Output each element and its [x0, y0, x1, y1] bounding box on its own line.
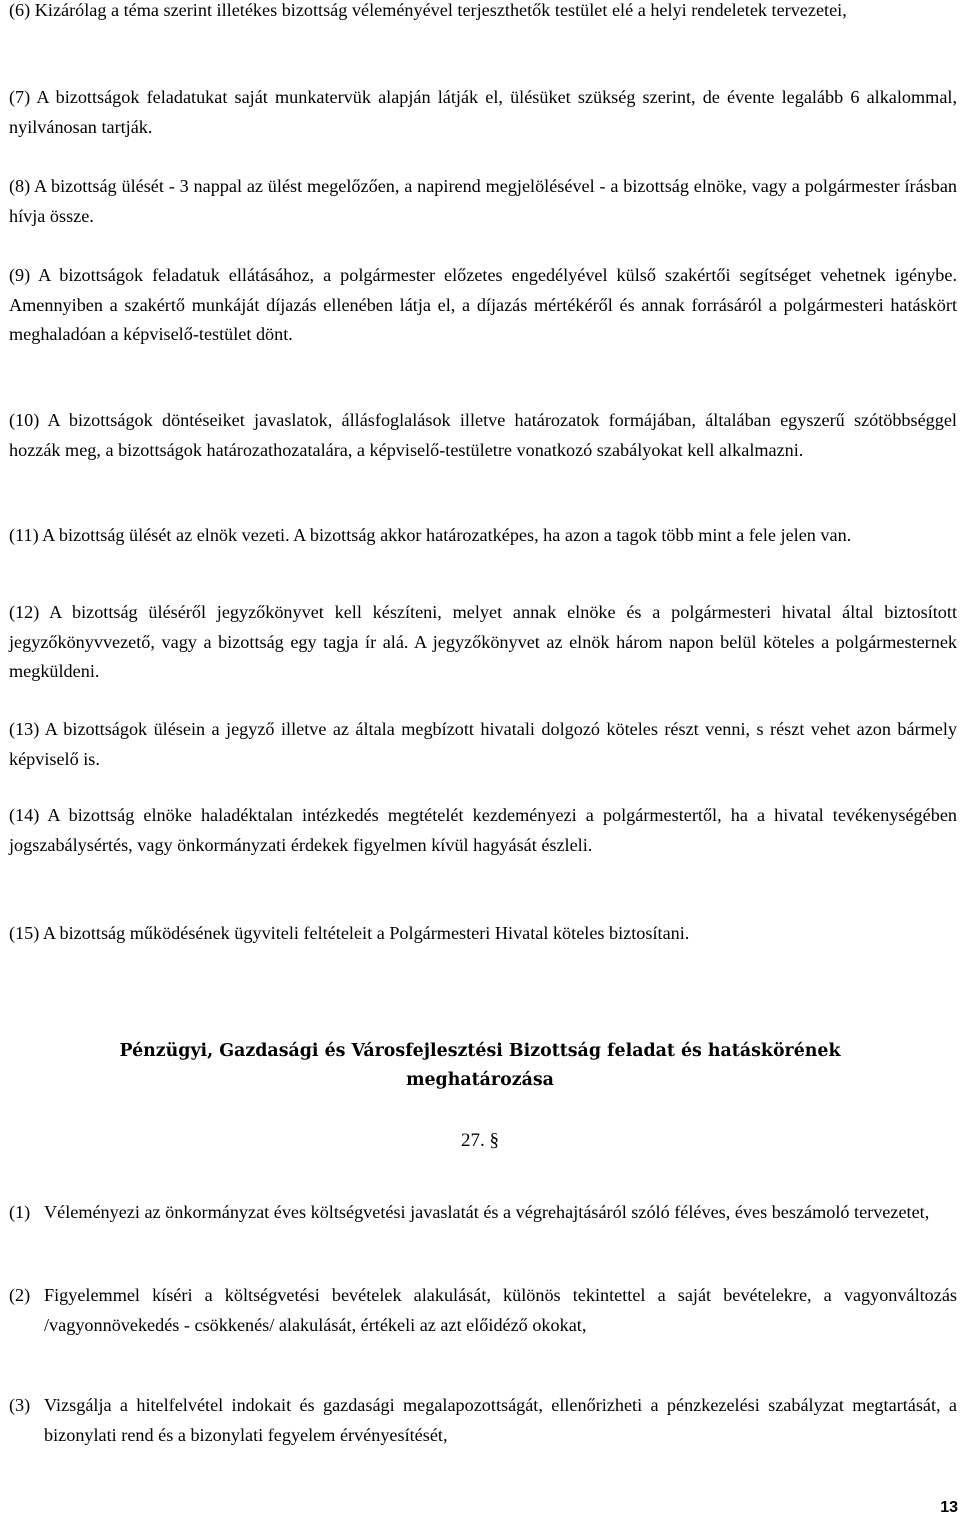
list-item-number: (2) [9, 1285, 31, 1305]
paragraph-7: (7) A bizottságok feladatukat saját munkatervük alapján látják el, ülésüket szükség szerint, de évente legalább 6 alkalommal, nyilvánosan tartják. [9, 87, 957, 137]
paragraph-8: (8) A bizottság ülését - 3 nappal az ülést megelőzően, a napirend megjelölésével - a bizottság elnöke, vagy a polgármester írásban hívja össze. [9, 176, 957, 226]
section-number: 27. § [461, 1130, 499, 1151]
paragraph-14: (14) A bizottság elnöke haladéktalan intézkedés megtételét kezdeményezi a polgármestertől, ha a hivatal tevékenységében jogszabálysértés, vagy önkormányzati érdekek figyelmen kívül hagyását észleli. [9, 805, 957, 855]
page-number: 13 [940, 1499, 958, 1516]
paragraph-13: (13) A bizottságok ülésein a jegyző illetve az általa megbízott hivatali dolgozó köteles részt venni, s részt vehet azon bármely képviselő is. [9, 719, 957, 769]
list-item-text: Vizsgálja a hitelfelvétel indokait és gazdasági megalapozottságát, ellenőrizheti a pénzkezelési szabályzat megtartását, a bizonylati rend és a bizonylati fegyelem érvényesítését, [44, 1395, 957, 1445]
paragraph-12: (12) A bizottság üléséről jegyzőkönyvet kell készíteni, melyet annak elnöke és a polgármesteri hivatal által biztosított jegyzőkönyvvezető, vagy a bizottság egy tagja ír alá. A jegyzőkönyvet az elnök három napon belül köteles a polgármesternek megküldeni. [9, 602, 957, 682]
paragraph-6: (6) Kizárólag a téma szerint illetékes bizottság véleményével terjeszthetők testület elé a helyi rendeletek tervezetei, [9, 0, 847, 20]
list-item-number: (3) [9, 1395, 31, 1415]
list-item-number: (1) [9, 1202, 31, 1222]
section-heading: Pénzügyi, Gazdasági és Városfejlesztési Bizottság feladat és hatáskörének meghatározása [119, 1041, 841, 1090]
paragraph-9: (9) A bizottságok feladatuk ellátásához, a polgármester előzetes engedélyével külső szakértői segítséget vehetnek igénybe. Amennyiben a szakértő munkáját díjazás ellenében látja el, a díjazás mértékéről és annak forrásáról a polgármesteri hatáskört meghaladóan a képviselő-testület dönt. [9, 265, 957, 345]
paragraph-11: (11) A bizottság ülését az elnök vezeti. A bizottság akkor határozatképes, ha azon a tagok több mint a fele jelen van. [9, 525, 852, 545]
list-item-3 [9, 1390, 957, 1450]
list-item-text: Véleményezi az önkormányzat éves költségvetési javaslatát és a végrehajtásáról szóló féléves, éves beszámoló tervezetet, [44, 1202, 930, 1222]
paragraph-10: (10) A bizottságok döntéseiket javaslatok, állásfoglalások illetve határozatok formájában, általában egyszerű szótöbbséggel hozzák meg, a bizottságok határozathozatalára, a képviselő-testületre vonatkozó szabályokat kell alkalmazni. [9, 410, 957, 460]
paragraph-15: (15) A bizottság működésének ügyviteli feltételeit a Polgármesteri Hivatal köteles biztosítani. [9, 923, 690, 943]
list-item-text: Figyelemmel kíséri a költségvetési bevételek alakulását, különös tekintettel a saját bevételekre, a vagyonváltozás /vagyonnövekedés - csökkenés/ alakulását, értékeli az azt előidéző okokat, [44, 1285, 957, 1335]
list-item-1 [9, 1197, 957, 1227]
list-item-2 [9, 1280, 957, 1340]
